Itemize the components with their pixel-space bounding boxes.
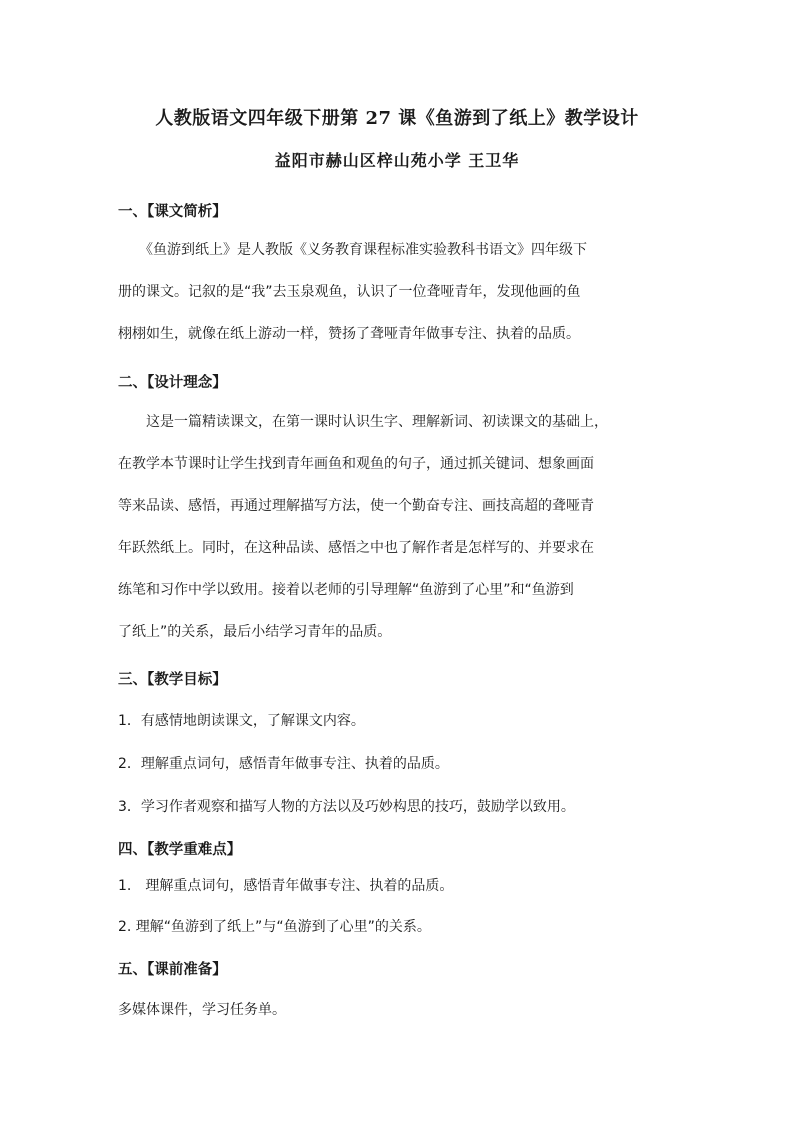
section-heading-analysis: 一、【课文简析】 [118,203,227,220]
document-title: 人教版语文四年级下册第 27 课《鱼游到了纸上》教学设计 [155,108,639,129]
paragraph-line: 练笔和习作中学以致用。接着以老师的引导理解“鱼游到了心里”和“鱼游到 [118,582,574,598]
paragraph-line: 栩栩如生，就像在纸上游动一样，赞扬了聋哑青年做事专注、执着的品质。 [118,326,580,342]
section-heading-philosophy: 二、【设计理念】 [118,374,227,391]
section-heading-key-points: 四、【教学重难点】 [118,841,242,858]
section-heading-preparation: 五、【课前准备】 [118,961,227,978]
objective-item: 3．学习作者观察和描写人物的方法以及巧妙构思的技巧，鼓励学以致用。 [118,799,575,815]
objective-item: 1．有感情地朗读课文，了解课文内容。 [118,713,365,729]
paragraph-line: 年跃然纸上。同时，在这种品读、感悟之中也了解作者是怎样写的、并要求在 [118,540,594,556]
key-point-item: 1. 理解重点词句，感悟青年做事专注、执着的品质。 [118,878,454,894]
paragraph-line: 《鱼游到纸上》是人教版《义务教育课程标准实验教科书语文》四年级下 [118,242,587,258]
section-heading-objectives: 三、【教学目标】 [118,671,227,688]
key-point-item: 2. 理解“鱼游到了纸上”与“鱼游到了心里”的关系。 [118,919,431,935]
objective-item: 2．理解重点词句，感悟青年做事专注、执着的品质。 [118,756,449,772]
paragraph-line: 等来品读、感悟，再通过理解描写方法，使一个勤奋专注、画技高超的聋哑青 [118,498,594,514]
preparation-text: 多媒体课件，学习任务单。 [118,1002,286,1018]
paragraph-line: 了纸上”的关系，最后小结学习青年的品质。 [118,624,392,640]
section-analysis-paragraph [118,229,666,355]
section-philosophy-paragraph [118,401,666,653]
document-author: 益阳市赫山区梓山苑小学 王卫华 [274,151,520,170]
paragraph-line: 在教学本节课时让学生找到青年画鱼和观鱼的句子，通过抓关键词、想象画面 [118,456,594,472]
paragraph-line: 册的课文。记叙的是“我”去玉泉观鱼，认识了一位聋哑青年，发现他画的鱼 [118,284,581,300]
paragraph-line: 这是一篇精读课文，在第一课时认识生字、理解新词、初读课文的基础上， [118,414,608,430]
